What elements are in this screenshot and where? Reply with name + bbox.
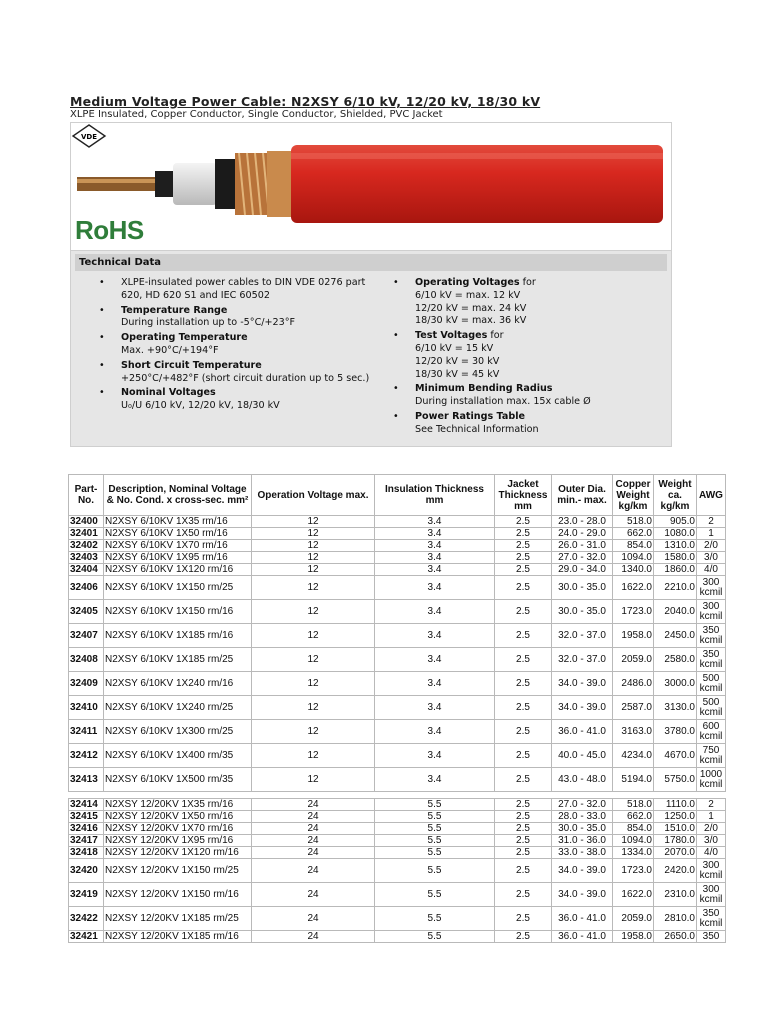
description-cell: N2XSY 6/10KV 1X150 rm/25	[104, 576, 252, 600]
operation-voltage-cell: 24	[252, 931, 375, 943]
weight-cell: 2580.0	[654, 648, 697, 672]
table-row	[69, 672, 726, 696]
jacket-thickness-cell: 2.5	[495, 552, 552, 564]
table-row	[69, 847, 726, 859]
tech-item	[99, 360, 374, 386]
description-cell: N2XSY 12/20KV 1X185 rm/25	[104, 907, 252, 931]
copper-weight-cell: 1622.0	[613, 576, 654, 600]
copper-weight-cell: 5194.0	[613, 768, 654, 792]
part-number-cell: 32405	[69, 600, 104, 624]
awg-cell: 2/0	[697, 823, 726, 835]
awg-cell: 350 kcmil	[697, 624, 726, 648]
insulation-thickness-cell: 5.5	[375, 811, 495, 823]
table-row	[69, 528, 726, 540]
tech-item-text: U₀/U 6/10 kV, 12/20 kV, 18/30 kV	[121, 400, 280, 412]
operation-voltage-cell: 12	[252, 528, 375, 540]
outer-diameter-cell: 28.0 - 33.0	[552, 811, 613, 823]
description-cell: N2XSY 6/10KV 1X150 rm/16	[104, 600, 252, 624]
table-row	[69, 907, 726, 931]
awg-cell: 350	[697, 931, 726, 943]
table-row	[69, 768, 726, 792]
operation-voltage-cell: 12	[252, 696, 375, 720]
table-row	[69, 576, 726, 600]
table-row	[69, 799, 726, 811]
awg-cell: 500 kcmil	[697, 696, 726, 720]
description-cell: N2XSY 6/10KV 1X240 rm/25	[104, 696, 252, 720]
operation-voltage-cell: 12	[252, 516, 375, 528]
awg-cell: 2/0	[697, 540, 726, 552]
operation-voltage-cell: 12	[252, 720, 375, 744]
table-row	[69, 696, 726, 720]
table-row	[69, 720, 726, 744]
description-cell: N2XSY 12/20KV 1X95 rm/16	[104, 835, 252, 847]
tech-item-line: 12/20 kV = 30 kV	[415, 355, 500, 367]
insulation-thickness-cell: 3.4	[375, 564, 495, 576]
part-number-cell: 32408	[69, 648, 104, 672]
bullet-icon: •	[393, 330, 399, 342]
weight-cell: 2810.0	[654, 907, 697, 931]
weight-cell: 1510.0	[654, 823, 697, 835]
outer-diameter-cell: 32.0 - 37.0	[552, 624, 613, 648]
outer-diameter-cell: 34.0 - 39.0	[552, 859, 613, 883]
awg-cell: 500 kcmil	[697, 672, 726, 696]
tech-item	[99, 332, 374, 358]
jacket-thickness-cell: 2.5	[495, 648, 552, 672]
outer-diameter-cell: 26.0 - 31.0	[552, 540, 613, 552]
copper-weight-cell: 1340.0	[613, 564, 654, 576]
operation-voltage-cell: 24	[252, 811, 375, 823]
column-header: Jacket Thickness mm	[495, 475, 552, 516]
table-row	[69, 516, 726, 528]
table-body	[69, 516, 726, 943]
insulation-thickness-cell: 5.5	[375, 859, 495, 883]
table-row	[69, 883, 726, 907]
tech-item-line: 12/20 kV = max. 24 kV	[415, 302, 527, 314]
jacket-thickness-cell: 2.5	[495, 907, 552, 931]
separator-cell	[69, 792, 726, 799]
outer-diameter-cell: 30.0 - 35.0	[552, 576, 613, 600]
description-cell: N2XSY 6/10KV 1X300 rm/25	[104, 720, 252, 744]
jacket-thickness-cell: 2.5	[495, 847, 552, 859]
technical-data-heading: Technical Data	[75, 254, 667, 271]
column-header: Description, Nominal Voltage & No. Cond. x cross-sec. mm²	[104, 475, 252, 516]
insulation-thickness-cell: 5.5	[375, 847, 495, 859]
tech-item-label: Test Voltages	[415, 330, 488, 342]
outer-diameter-cell: 43.0 - 48.0	[552, 768, 613, 792]
part-number-cell: 32422	[69, 907, 104, 931]
copper-weight-cell: 2587.0	[613, 696, 654, 720]
awg-cell: 300 kcmil	[697, 600, 726, 624]
tech-item	[393, 330, 663, 381]
weight-cell: 1780.0	[654, 835, 697, 847]
operation-voltage-cell: 12	[252, 648, 375, 672]
description-cell: N2XSY 6/10KV 1X500 rm/35	[104, 768, 252, 792]
jacket-thickness-cell: 2.5	[495, 799, 552, 811]
jacket-thickness-cell: 2.5	[495, 696, 552, 720]
bullet-icon: •	[393, 410, 399, 422]
tech-item	[99, 305, 374, 331]
tech-item-text: +250°C/+482°F (short circuit duration up to 5 sec.)	[121, 372, 370, 384]
awg-cell: 350 kcmil	[697, 907, 726, 931]
weight-cell: 2650.0	[654, 931, 697, 943]
description-cell: N2XSY 12/20KV 1X70 rm/16	[104, 823, 252, 835]
outer-diameter-cell: 31.0 - 36.0	[552, 835, 613, 847]
table-row	[69, 859, 726, 883]
table-row	[69, 552, 726, 564]
vde-logo	[71, 123, 107, 149]
insulation-thickness-cell: 3.4	[375, 516, 495, 528]
insulation-thickness-cell: 3.4	[375, 552, 495, 564]
jacket-thickness-cell: 2.5	[495, 528, 552, 540]
insulation-thickness-cell: 5.5	[375, 883, 495, 907]
operation-voltage-cell: 24	[252, 835, 375, 847]
copper-weight-cell: 2486.0	[613, 672, 654, 696]
operation-voltage-cell: 12	[252, 540, 375, 552]
jacket-thickness-cell: 2.5	[495, 811, 552, 823]
outer-diameter-cell: 34.0 - 39.0	[552, 696, 613, 720]
description-cell: N2XSY 12/20KV 1X35 rm/16	[104, 799, 252, 811]
table-row	[69, 624, 726, 648]
weight-cell: 3130.0	[654, 696, 697, 720]
part-number-cell: 32410	[69, 696, 104, 720]
awg-cell: 4/0	[697, 564, 726, 576]
tech-item-label: Short Circuit Temperature	[121, 359, 262, 371]
outer-diameter-cell: 23.0 - 28.0	[552, 516, 613, 528]
operation-voltage-cell: 12	[252, 552, 375, 564]
insulation-thickness-cell: 5.5	[375, 931, 495, 943]
description-cell: N2XSY 12/20KV 1X50 rm/16	[104, 811, 252, 823]
cable-image-panel	[70, 122, 672, 252]
weight-cell: 2310.0	[654, 883, 697, 907]
operation-voltage-cell: 24	[252, 823, 375, 835]
bullet-icon: •	[393, 277, 399, 288]
column-header: Weight ca. kg/km	[654, 475, 697, 516]
part-number-cell: 32406	[69, 576, 104, 600]
tech-item-label: Operating Temperature	[121, 332, 248, 344]
weight-cell: 905.0	[654, 516, 697, 528]
column-header: Outer Dia. min.- max.	[552, 475, 613, 516]
description-cell: N2XSY 6/10KV 1X95 rm/16	[104, 552, 252, 564]
operation-voltage-cell: 12	[252, 564, 375, 576]
column-header: AWG	[697, 475, 726, 516]
weight-cell: 1580.0	[654, 552, 697, 564]
page-title: Medium Voltage Power Cable: N2XSY 6/10 kV, 12/20 kV, 18/30 kV	[70, 94, 541, 109]
jacket-thickness-cell: 2.5	[495, 744, 552, 768]
description-cell: N2XSY 6/10KV 1X240 rm/16	[104, 672, 252, 696]
description-cell: N2XSY 12/20KV 1X120 rm/16	[104, 847, 252, 859]
weight-cell: 2210.0	[654, 576, 697, 600]
rohs-logo: RoHS	[75, 215, 144, 245]
description-cell: N2XSY 6/10KV 1X400 rm/35	[104, 744, 252, 768]
weight-cell: 1080.0	[654, 528, 697, 540]
copper-weight-cell: 518.0	[613, 516, 654, 528]
copper-weight-cell: 1094.0	[613, 552, 654, 564]
weight-cell: 3780.0	[654, 720, 697, 744]
part-number-cell: 32413	[69, 768, 104, 792]
outer-diameter-cell: 36.0 - 41.0	[552, 931, 613, 943]
awg-cell: 1	[697, 528, 726, 540]
operation-voltage-cell: 12	[252, 672, 375, 696]
bullet-icon: •	[99, 332, 105, 344]
jacket-thickness-cell: 2.5	[495, 672, 552, 696]
insulation-thickness-cell: 3.4	[375, 672, 495, 696]
copper-weight-cell: 1334.0	[613, 847, 654, 859]
copper-weight-cell: 518.0	[613, 799, 654, 811]
copper-weight-cell: 854.0	[613, 540, 654, 552]
table-row	[69, 811, 726, 823]
operation-voltage-cell: 12	[252, 768, 375, 792]
column-header: Operation Voltage max.	[252, 475, 375, 516]
insulation-thickness-cell: 5.5	[375, 907, 495, 931]
insulation-thickness-cell: 3.4	[375, 576, 495, 600]
insulation-thickness-cell: 3.4	[375, 528, 495, 540]
cable-illustration	[71, 123, 671, 251]
description-cell: N2XSY 6/10KV 1X70 rm/16	[104, 540, 252, 552]
tech-item-suffix: for	[519, 277, 536, 288]
tech-item-suffix: for	[487, 330, 504, 342]
part-number-cell: 32407	[69, 624, 104, 648]
outer-diameter-cell: 24.0 - 29.0	[552, 528, 613, 540]
copper-weight-cell: 3163.0	[613, 720, 654, 744]
description-cell: N2XSY 6/10KV 1X120 rm/16	[104, 564, 252, 576]
table-row	[69, 540, 726, 552]
tech-item-text: During installation up to -5°C/+23°F	[121, 317, 296, 329]
table-row	[69, 648, 726, 672]
operation-voltage-cell: 12	[252, 744, 375, 768]
insulation-thickness-cell: 3.4	[375, 648, 495, 672]
part-number-cell: 32419	[69, 883, 104, 907]
table-row	[69, 744, 726, 768]
part-number-cell: 32417	[69, 835, 104, 847]
jacket-thickness-cell: 2.5	[495, 720, 552, 744]
tech-item	[393, 411, 663, 437]
copper-weight-cell: 1622.0	[613, 883, 654, 907]
technical-data-right-column	[393, 277, 663, 439]
bullet-icon: •	[393, 383, 399, 395]
awg-cell: 300 kcmil	[697, 576, 726, 600]
outer-diameter-cell: 27.0 - 32.0	[552, 552, 613, 564]
weight-cell: 5750.0	[654, 768, 697, 792]
awg-cell: 2	[697, 799, 726, 811]
tech-item-text: XLPE-insulated power cables to DIN VDE 0276 part 620, HD 620 S1 and IEC 60502	[121, 277, 366, 301]
part-number-cell: 32401	[69, 528, 104, 540]
part-number-cell: 32409	[69, 672, 104, 696]
description-cell: N2XSY 6/10KV 1X185 rm/16	[104, 624, 252, 648]
tech-item-line: See Technical Information	[415, 423, 539, 435]
weight-cell: 1250.0	[654, 811, 697, 823]
description-cell: N2XSY 6/10KV 1X35 rm/16	[104, 516, 252, 528]
outer-diameter-cell: 34.0 - 39.0	[552, 883, 613, 907]
description-cell: N2XSY 6/10KV 1X185 rm/25	[104, 648, 252, 672]
outer-diameter-cell: 32.0 - 37.0	[552, 648, 613, 672]
tech-item	[99, 387, 374, 413]
awg-cell: 350 kcmil	[697, 648, 726, 672]
part-number-cell: 32415	[69, 811, 104, 823]
weight-cell: 2070.0	[654, 847, 697, 859]
outer-diameter-cell: 30.0 - 35.0	[552, 823, 613, 835]
jacket-thickness-cell: 2.5	[495, 540, 552, 552]
column-header: Part-No.	[69, 475, 104, 516]
part-number-cell: 32402	[69, 540, 104, 552]
bullet-icon: •	[99, 304, 105, 316]
jacket-thickness-cell: 2.5	[495, 768, 552, 792]
part-number-cell: 32400	[69, 516, 104, 528]
bullet-icon: •	[99, 387, 105, 399]
jacket-thickness-cell: 2.5	[495, 883, 552, 907]
weight-cell: 1310.0	[654, 540, 697, 552]
awg-cell: 1	[697, 811, 726, 823]
part-number-cell: 32404	[69, 564, 104, 576]
copper-weight-cell: 662.0	[613, 811, 654, 823]
tech-item-label: Operating Voltages	[415, 277, 520, 288]
awg-cell: 750 kcmil	[697, 744, 726, 768]
insulation-thickness-cell: 5.5	[375, 835, 495, 847]
column-header: Insulation Thickness mm	[375, 475, 495, 516]
outer-diameter-cell: 36.0 - 41.0	[552, 907, 613, 931]
copper-weight-cell: 1723.0	[613, 859, 654, 883]
copper-weight-cell: 2059.0	[613, 648, 654, 672]
outer-diameter-cell: 33.0 - 38.0	[552, 847, 613, 859]
awg-cell: 300 kcmil	[697, 883, 726, 907]
table-row	[69, 564, 726, 576]
copper-weight-cell: 4234.0	[613, 744, 654, 768]
insulation-thickness-cell: 3.4	[375, 624, 495, 648]
table-separator	[69, 792, 726, 799]
column-header: Copper Weight kg/km	[613, 475, 654, 516]
page-subtitle: XLPE Insulated, Copper Conductor, Single Conductor, Shielded, PVC Jacket	[70, 109, 443, 120]
part-number-cell: 32403	[69, 552, 104, 564]
technical-data-left-column	[99, 277, 374, 415]
vde-label: VDE	[80, 133, 98, 141]
cable-spec-table	[68, 474, 726, 943]
operation-voltage-cell: 24	[252, 859, 375, 883]
bullet-icon: •	[99, 359, 105, 371]
description-cell: N2XSY 12/20KV 1X150 rm/25	[104, 859, 252, 883]
copper-weight-cell: 1958.0	[613, 931, 654, 943]
operation-voltage-cell: 12	[252, 576, 375, 600]
jacket-thickness-cell: 2.5	[495, 931, 552, 943]
weight-cell: 3000.0	[654, 672, 697, 696]
tech-item-text: Max. +90°C/+194°F	[121, 344, 219, 356]
copper-weight-cell: 1094.0	[613, 835, 654, 847]
tech-item	[99, 277, 374, 303]
operation-voltage-cell: 24	[252, 883, 375, 907]
bullet-icon: •	[99, 277, 105, 288]
copper-weight-cell: 2059.0	[613, 907, 654, 931]
outer-diameter-cell: 34.0 - 39.0	[552, 672, 613, 696]
tech-item-line: 18/30 kV = max. 36 kV	[415, 315, 527, 327]
insulation-thickness-cell: 3.4	[375, 720, 495, 744]
jacket-thickness-cell: 2.5	[495, 600, 552, 624]
weight-cell: 1860.0	[654, 564, 697, 576]
insulation-thickness-cell: 3.4	[375, 768, 495, 792]
jacket-thickness-cell: 2.5	[495, 564, 552, 576]
tech-item-label: Minimum Bending Radius	[415, 383, 553, 395]
weight-cell: 2420.0	[654, 859, 697, 883]
operation-voltage-cell: 12	[252, 624, 375, 648]
tech-item-line: 6/10 kV = max. 12 kV	[415, 289, 521, 301]
table-row	[69, 600, 726, 624]
outer-diameter-cell: 30.0 - 35.0	[552, 600, 613, 624]
table-row	[69, 835, 726, 847]
outer-diameter-cell: 27.0 - 32.0	[552, 799, 613, 811]
insulation-thickness-cell: 3.4	[375, 696, 495, 720]
insulation-thickness-cell: 5.5	[375, 823, 495, 835]
part-number-cell: 32414	[69, 799, 104, 811]
technical-data-panel	[70, 250, 672, 447]
description-cell: N2XSY 12/20KV 1X185 rm/16	[104, 931, 252, 943]
operation-voltage-cell: 12	[252, 600, 375, 624]
awg-cell: 4/0	[697, 847, 726, 859]
insulation-thickness-cell: 3.4	[375, 744, 495, 768]
tech-item	[393, 383, 663, 409]
jacket-thickness-cell: 2.5	[495, 835, 552, 847]
part-number-cell: 32418	[69, 847, 104, 859]
awg-cell: 2	[697, 516, 726, 528]
description-cell: N2XSY 12/20KV 1X150 rm/16	[104, 883, 252, 907]
outer-diameter-cell: 40.0 - 45.0	[552, 744, 613, 768]
tech-item-label: Power Ratings Table	[415, 410, 525, 422]
part-number-cell: 32420	[69, 859, 104, 883]
tech-item-line: 18/30 kV = 45 kV	[415, 368, 500, 380]
awg-cell: 600 kcmil	[697, 720, 726, 744]
jacket-thickness-cell: 2.5	[495, 576, 552, 600]
part-number-cell: 32411	[69, 720, 104, 744]
tech-item-line: During installation max. 15x cable Ø	[415, 396, 591, 408]
jacket-thickness-cell: 2.5	[495, 823, 552, 835]
weight-cell: 1110.0	[654, 799, 697, 811]
description-cell: N2XSY 6/10KV 1X50 rm/16	[104, 528, 252, 540]
copper-weight-cell: 1958.0	[613, 624, 654, 648]
insulation-thickness-cell: 3.4	[375, 540, 495, 552]
part-number-cell: 32416	[69, 823, 104, 835]
table-header-row	[69, 475, 726, 516]
awg-cell: 1000 kcmil	[697, 768, 726, 792]
awg-cell: 3/0	[697, 552, 726, 564]
insulation-thickness-cell: 3.4	[375, 600, 495, 624]
jacket-thickness-cell: 2.5	[495, 516, 552, 528]
copper-weight-cell: 854.0	[613, 823, 654, 835]
awg-cell: 300 kcmil	[697, 859, 726, 883]
copper-weight-cell: 1723.0	[613, 600, 654, 624]
part-number-cell: 32412	[69, 744, 104, 768]
tech-item-label: Nominal Voltages	[121, 387, 216, 399]
insulation-thickness-cell: 5.5	[375, 799, 495, 811]
weight-cell: 4670.0	[654, 744, 697, 768]
operation-voltage-cell: 24	[252, 847, 375, 859]
tech-item	[393, 277, 663, 328]
operation-voltage-cell: 24	[252, 799, 375, 811]
jacket-thickness-cell: 2.5	[495, 624, 552, 648]
table-row	[69, 823, 726, 835]
outer-diameter-cell: 36.0 - 41.0	[552, 720, 613, 744]
tech-item-line: 6/10 kV = 15 kV	[415, 342, 494, 354]
tech-item-label: Temperature Range	[121, 304, 228, 316]
copper-weight-cell: 662.0	[613, 528, 654, 540]
part-number-cell: 32421	[69, 931, 104, 943]
operation-voltage-cell: 24	[252, 907, 375, 931]
weight-cell: 2450.0	[654, 624, 697, 648]
jacket-thickness-cell: 2.5	[495, 859, 552, 883]
awg-cell: 3/0	[697, 835, 726, 847]
table-row	[69, 931, 726, 943]
outer-diameter-cell: 29.0 - 34.0	[552, 564, 613, 576]
weight-cell: 2040.0	[654, 600, 697, 624]
